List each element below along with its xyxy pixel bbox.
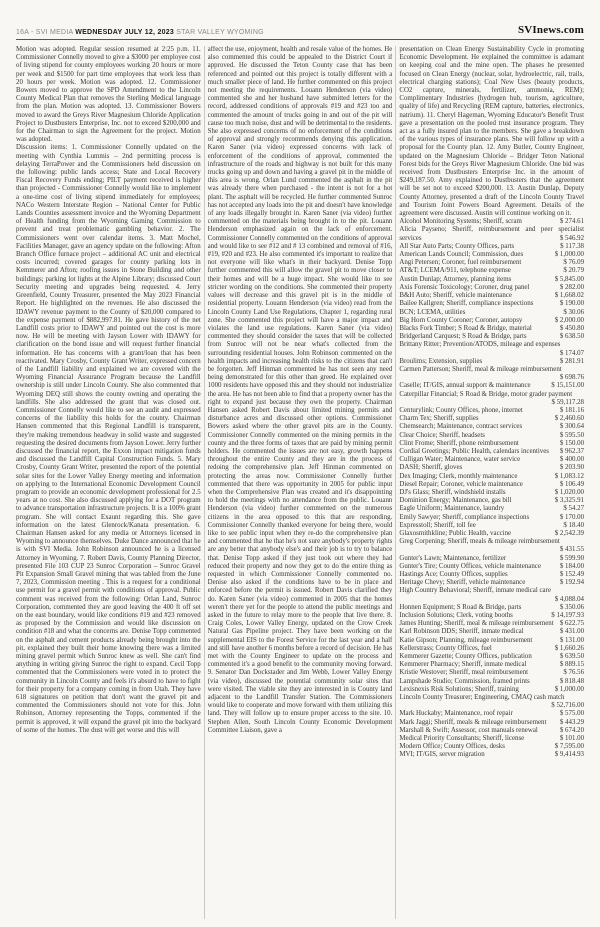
expense-row	[399, 276, 584, 284]
expense-payee: Mark Jaggi; Sheriff, meals & mileage reimbursement	[399, 718, 547, 726]
expense-payee: Blacks Fork Timber; S Road & Bridge, material	[399, 324, 532, 332]
expense-row	[399, 292, 584, 300]
expense-row	[399, 653, 584, 661]
expense-amount: $ 1,000.00	[554, 251, 585, 259]
expense-payee: Diesel Repair; Coroner, vehicle maintenance	[399, 480, 523, 488]
expense-row	[399, 267, 584, 275]
expense-row	[399, 620, 584, 628]
masthead-location: STAR VALLEY WYOMING	[176, 29, 264, 36]
expense-amount: $ 274.61	[559, 218, 585, 226]
expense-amount: $ 622.75	[559, 620, 585, 628]
expense-amount: $ 443.29	[559, 718, 585, 726]
expense-amount: $ 117.38	[560, 242, 585, 250]
expense-amount: $ 5,845.00	[554, 275, 585, 283]
expense-payee: Alcohol Monitoring Systems; Sheriff, scram	[399, 218, 522, 226]
expense-amount: $ 281.91	[559, 357, 585, 365]
expense-amount: $ 106.49	[559, 480, 585, 488]
expense-payee: Marshall & Swift; Assessor, cost manuals renewal	[399, 726, 538, 734]
expense-amount: $ 595.50	[559, 431, 585, 439]
expense-row	[399, 637, 584, 645]
expense-row	[399, 694, 584, 710]
expense-row	[399, 628, 584, 636]
expense-payee: Dominion Energy; Maintenance, gas bill	[399, 497, 512, 505]
expense-amount: $ 101.00	[559, 735, 585, 743]
expense-payee: High Country Behavioral; Sheriff, inmate medical care	[399, 587, 551, 595]
expense-list	[399, 218, 584, 759]
expense-row	[399, 358, 584, 366]
expense-row	[399, 497, 584, 505]
expense-payee: Modern Office; County Offices, desks	[399, 743, 505, 751]
expense-amount: $ 282.00	[559, 283, 585, 291]
expense-row	[399, 514, 584, 522]
expense-row	[399, 538, 584, 554]
masthead-info	[16, 29, 264, 36]
expense-payee: BCN; LCEMA, utilities	[399, 308, 466, 316]
paragraph: presentation on Clean Energy Sustainability Cycle in promoting Economic Development. He explained the committee is adamant on keeping coal and the mine open. The phases he presented focused on Clean Energy (nuclear, solar, hydroelectric, rail, trails, electrical charging stations); Coal New Uses (beauty products, CO2 capture, minerals, fertilizer, ammonia, REM); Complimentary Industries (hydrogen hub, tourism, agriculture, quality of life) and Recycling (REM capture, batteries, electronics, natrium). 11. Cheryl Hageman, Wyoming Educator's Benefit Trust gave a presentation on the pooled trust insurance program. They act as a fully insured plan to the members. She gave a breakdown of the various types of insurance plans. She will follow up with a proposal for the County plan. 12. Amy Butler, County Engineer, updated on the Magnesium Chloride – Bridger Teton National Forest bids for the Greys River Magnesium Chloride. One bid was received from Dustbusters Enterprise Inc. in the amount of $249,187.50. Amy explained to Dustbusters that the agreement will be set not to exceed $200,000. 13. Austin Dunlap, Deputy County Attorney, presented a draft of the Lincoln County Travel and Tourism Joint Powers Board Agreement. Details of the agreement were discussed. Austin will continue working on it.	[399, 46, 585, 218]
expense-payee: Dex Imaging; Clerk, monthly maintenance	[399, 472, 518, 480]
expense-row	[399, 555, 584, 563]
expense-row	[399, 226, 584, 242]
expense-payee: Austin Dunlap; Attorney, planning items	[399, 275, 512, 283]
expense-row	[399, 735, 584, 743]
expense-payee: Axis Forensic Toxicology; Coroner, drug panel	[399, 283, 530, 291]
expense-amount: $ 575.00	[559, 710, 585, 718]
expense-row	[399, 751, 584, 759]
expense-amount: $ 2,460.60	[554, 415, 585, 423]
expense-amount: $ 76.09	[563, 259, 585, 267]
expense-amount: $ 30.06	[563, 308, 585, 316]
paragraph: Motion was adopted. Regular session resumed at 2:25 p.m. 11. Commissioner Connelly moved to give a $3000 per employee cost of living stipend for county employees working 20 hours or more per week and $1500 for part time employees that work less than 20 hours per week. Motion was adopted. 12. Commissioner Bowers moved to approve the SPD Amendment to the Lincoln County Medical Plan that removes the Sterling Medical language from the plan. Motion was adopted. 13. Commissioner Bowers moved to award the Greys River Magnesium Chloride Application Project to Dustbusters Enterprise, Inc. not to exceed $200,000 and for the Chairman to sign the Agreement for the project. Motion was adopted.	[16, 46, 201, 144]
expense-amount: $ 300.64	[559, 423, 585, 431]
expense-row	[399, 678, 584, 686]
expense-payee: MVI; IT/GIS, server migration	[399, 751, 485, 759]
expense-amount: $ 639.50	[559, 653, 585, 661]
expense-row	[399, 448, 584, 456]
expense-amount: $ 14,197.93	[551, 612, 585, 620]
expense-row	[399, 382, 584, 390]
expense-payee: Caselle; IT/GIS, annual support & maintenance	[399, 382, 531, 390]
expense-amount: $ 190.00	[559, 300, 585, 308]
expense-amount: $ 1,000.00	[554, 685, 585, 693]
expense-row	[399, 259, 584, 267]
expense-payee: Cordial Greetings; Public Health, calendars incentives	[399, 447, 549, 455]
expense-payee: Big Horn County Coroner; Coroner, autopsy	[399, 316, 523, 324]
expense-amount: $ 150.00	[559, 439, 585, 447]
expense-payee: Medical Priority Consultants; Sheriff, license	[399, 735, 525, 743]
expense-amount: $ 350.06	[559, 603, 585, 611]
expense-payee: Gunter's Lawn; Maintenance, fertilizer	[399, 554, 507, 562]
expense-payee: DASH; Sheriff, gloves	[399, 464, 463, 472]
expense-amount: $ 546.92	[559, 234, 585, 242]
expense-payee: Emily Sawyer; Sheriff, compliance inspections	[399, 513, 530, 521]
column-3-text	[399, 46, 584, 218]
expense-amount: $ 450.80	[559, 324, 585, 332]
expense-payee: Kemmerer Gazette; County Offices, publication	[399, 653, 532, 661]
expense-payee: Charm Tex; Sheriff, supplies	[399, 415, 479, 423]
expense-payee: Honnen Equipment; S Road & Bridge, parts	[399, 603, 522, 611]
expense-payee: Gunter's Tire; County Offices, vehicle maintenance	[399, 562, 541, 570]
expense-row	[399, 464, 584, 472]
expense-amount: $ 20.79	[563, 267, 585, 275]
expense-amount: $ 962.37	[559, 447, 585, 455]
expense-row	[399, 645, 584, 653]
expense-row	[399, 300, 584, 308]
expense-row	[399, 579, 584, 587]
expense-amount: $ 599.90	[559, 554, 585, 562]
expense-payee: Karl Robinson DDS; Sheriff, inmate medical	[399, 628, 524, 636]
expense-amount: $ 674.20	[559, 726, 585, 734]
expense-payee: Clint Frome; Sheriff, phone reimbursement	[399, 439, 519, 447]
expense-payee: Angi Petersen; Coroner, fuel reimbursement	[399, 259, 522, 267]
expense-payee: Kemmerer Pharmacy; Sheriff, inmate medical	[399, 661, 527, 669]
expense-row	[399, 710, 584, 718]
expense-amount: $ 7,595.00	[554, 743, 585, 751]
expense-amount: $ 1,660.26	[554, 644, 585, 652]
expense-row	[399, 218, 584, 226]
expense-row	[399, 284, 584, 292]
website-label: SVInews.com	[517, 24, 584, 36]
column-divider	[204, 46, 205, 919]
expense-amount: $ 431.55	[559, 546, 585, 554]
expense-row	[399, 243, 584, 251]
expense-row	[399, 743, 584, 751]
expense-payee: American Lands Council; Commission, dues	[399, 251, 524, 259]
expense-amount: $ 1,668.02	[554, 292, 585, 300]
expense-row	[399, 686, 584, 694]
expense-row	[399, 473, 584, 481]
expense-amount: $ 181.16	[559, 406, 585, 414]
expense-row	[399, 423, 584, 431]
expense-amount: $ 76.56	[563, 669, 585, 677]
expense-row	[399, 432, 584, 440]
paragraph: affect the use, enjoyment, health and resale value of the homes. He also commented this could be appealed to the District Court if approved. He discussed the Teton County case that has been referenced and pointed out this project is totally different with a much smaller piece of land. He further commented on this project not meeting the requirements. Louann Henderson (via video) commented she and her husband have submitted letters for the record, addressed conditions of approvals #19 and #23 too and commented the amount of trucks going in and out of the pit will cause too much noise, dust and will be detrimental to the residents. She also expressed concerns of no enforcement of the conditions of approval and strongly recommends denying this application. Karen Saner (via video) expressed concerns with lack of enforcement of the conditions of approval, commented the infrastructure of the roads and highway is not built for this many trucks going up and down and having a gravel pit in the middle of this area is wrong. Orlan Lund commented the asphalt in the pit was already there when purchased - the intent is not for a hot plant. The asphalt will be recycled. He further commented Sunroc has not accepted any loads into the pit and doesn't have knowledge of any loads illegally brought in. Karen Saner (via video) further commented on the materials being brought in to the pit. Louann Henderson emphasized again on the lack of enforcement. Commissioner Connelly commented on the conditions of approval and would like to see #12 and # 13 combined and removal of #16, #19, #20 and #23. He also commented it's important to realize that not everyone will like what's in their backyard. Denise Topp further commented this will allow the gravel pit to move closer to their homes and will be a huge impact. She would like to see stricter wording on the conditions. She commented their property values will decrease and this gravel pit is in the middle of residential property. Louann Henderson (via video) read from the Lincoln County Land Use Regulations, Chapter 1, regarding rural zone. She commented this project will have a major impact and violates the land use regulations. Karen Saner (via video) commented they should consider the taxes that will be collected from Sunroc will not be near what's collected from the surrounding residential houses. John Robinson commented on the health impacts and increasing health risks to the citizens that can't be forgotten. Jeff Hinman commented he has not seen any need being demonstrated for this other than greed. He explained over 1000 residents have opposed this and they should not industrialize the area. He has not been able to find that a property owner has the right to expand just because they own the property. Chairman Hansen asked Robert Davis about limited mining permits and disturbance acres and discussed other options. Commissioner Bowers asked where the other gravel pits are in the County. Commissioner Connelly commented on the mining permits in the county and the three forms of taxes that are paid by mining permit holders. He commented the issues are not easy, growth happens throughout the entire County and they are in the process of redoing the comprehensive plan. Jeff Hinman commented on protecting the areas now. Commissioner Connelly further commented that there was opportunity in 2005 for public input when the Comprehensive Plan was created and it's disappointing to hold the meetings with no attendance from the public. Louann Henderson (via video) further commented on the numerous citizens in the area opposed to this that are responding. Commissioner Connelly thanked everyone for being there, would like to see public input when they re-do the comprehensive plan and commented that he that he's not sure anybody's property rights are any better that anybody else's and their job is to try to balance that. Denise Topp asked if they just took out where they had reduced their property and now they get to do the entire thing as requested in which Commissioner Connelly commented no. Denise also asked if the conditions have to be in place and enforced before the permit is issued. Robert Davis clarified they do. Karen Saner (via video) commented in 2005 that the homes weren't there yet for the people to attend the public meetings and asked in the future to relay more to the people that live there. 8. Craig Coles, Lower Valley Energy, updated on the Crow Creek Natural Gas Pipeline project. They have been working on the supplemental EIS to the Forest Service for the last year and a half and still have another 6 months before a record of decision. He has met with the County Engineer to update on the process and commented it's a good benefit to the community moving forward. 9. Senator Dan Dockstader and Jim Webb, Lower Valley Energy (via video), discussed the potential community solar sites that were visited. The viable site they are interested in is County land adjacent to the Landfill Transfer Station. The Commissioners would like to cooperate and move forward with them utilizing this land. They will follow up to ensure proper access to the site. 10. Stephen Allen, South Lincoln County Economic Development Committee Liaison, gave a	[207, 46, 393, 734]
expense-row	[399, 366, 584, 382]
expense-payee: Glaxosmithkline; Public Health, vaccine	[399, 529, 512, 537]
expense-amount: $ 170.00	[559, 513, 585, 521]
column-divider	[395, 46, 396, 919]
expense-amount: $ 203.90	[559, 464, 585, 472]
expense-payee: Lampshade Studio; Commission, framed prints	[399, 677, 530, 685]
expense-row	[399, 317, 584, 325]
expense-row	[399, 612, 584, 620]
expense-row	[399, 456, 584, 464]
expense-amount: $ 184.00	[559, 562, 585, 570]
expense-row	[399, 391, 584, 407]
expense-amount: $ 431.00	[559, 628, 585, 636]
expense-payee: Lexisnexis Risk Solutions; Sheriff, training	[399, 685, 519, 693]
expense-amount: $ 9,414.93	[554, 751, 585, 759]
expense-row	[399, 489, 584, 497]
page-edition-label: 16A - SVI MEDIA	[16, 29, 74, 36]
expense-payee: Hastings Ace; County Offices, supplies	[399, 571, 508, 578]
expense-payee: Katie Gipson; Planning, mileage reimbursement	[399, 636, 533, 644]
expense-amount: $ 400.00	[559, 456, 585, 464]
expense-row	[399, 587, 584, 603]
expense-payee: Kristie Westover; Sheriff, meal reimbursement	[399, 669, 529, 677]
expense-payee: Broulims; Extension, supplies	[399, 357, 483, 365]
expense-payee: Inclusion Solutions; Clerk, voting booths	[399, 612, 513, 620]
expense-payee: Caterpillar Financial; S Road & Bridge, motor grader payment	[399, 390, 573, 398]
expense-payee: Bridgerland Carquest; S Road & Bridge, parts	[399, 333, 527, 341]
expense-payee: B&H Auto; Sheriff, vehicle maintenance	[399, 292, 512, 300]
expense-amount: $ 59,117.28	[551, 398, 585, 406]
expense-amount: $ 2,000.00	[554, 316, 585, 324]
expense-amount: $ 152.49	[559, 571, 585, 578]
expense-amount: $ 2,542.39	[554, 529, 585, 537]
column-1	[16, 46, 201, 919]
expense-row	[399, 333, 584, 341]
expense-row	[399, 505, 584, 513]
article-columns	[16, 46, 584, 919]
expense-amount: $ 1,020.00	[554, 488, 585, 496]
expense-payee: Bailee Kallgren; Sheriff, compliance inspections	[399, 300, 534, 308]
expense-payee: DJ's Glass; Sheriff, windshield installs	[399, 488, 506, 496]
expense-amount: $ 1,083.12	[554, 472, 585, 480]
expense-row	[399, 719, 584, 727]
expense-payee: Heritage Chevy; Sheriff, vehicle maintenance	[399, 579, 526, 587]
expense-row	[399, 341, 584, 357]
expense-row	[399, 325, 584, 333]
expense-amount: $ 698.76	[559, 374, 585, 382]
expense-row	[399, 727, 584, 735]
expense-amount: $ 54.27	[563, 505, 585, 513]
expense-payee: Chemsearch; Maintenance, contract services	[399, 423, 523, 431]
expense-row	[399, 661, 584, 669]
expense-payee: Expresstoll; Sheriff, toll fee	[399, 521, 476, 529]
column-3	[399, 46, 584, 919]
issue-date: WEDNESDAY JULY 12, 2023	[75, 29, 175, 36]
expense-row	[399, 481, 584, 489]
expense-payee: Kellerstrass; County Offices, fuel	[399, 644, 492, 652]
expense-amount: $ 52,716.00	[551, 702, 585, 710]
expense-payee: Alicia Payseno; Sheriff, reimbursement and peer specialist services	[399, 226, 585, 242]
expense-payee: All Star Auto Parts; County Offices, parts	[399, 242, 515, 250]
expense-amount: $ 818.48	[559, 677, 585, 685]
expense-row	[399, 251, 584, 259]
expense-amount: $ 4,088.04	[554, 595, 585, 603]
expense-payee: Brittany Ritter; Prevention/ATODS, mileage and expenses	[399, 341, 561, 349]
expense-row	[399, 571, 584, 579]
expense-row	[399, 309, 584, 317]
expense-amount: $ 15,151.00	[551, 382, 585, 390]
expense-amount: $ 3,325.91	[554, 497, 585, 505]
expense-row	[399, 604, 584, 612]
expense-row	[399, 530, 584, 538]
expense-amount: $ 131.00	[559, 636, 585, 644]
expense-row	[399, 415, 584, 423]
expense-amount: $ 192.94	[559, 579, 585, 587]
expense-amount: $ 174.07	[559, 349, 585, 357]
expense-payee: Eagle Uniform; Maintenance, laundry	[399, 505, 505, 513]
expense-row	[399, 440, 584, 448]
expense-row	[399, 407, 584, 415]
expense-payee: Mark Huckaby; Maintenance, roof repair	[399, 710, 513, 718]
expense-amount: $ 638.50	[559, 333, 585, 341]
column-2	[208, 46, 393, 919]
expense-payee: Clear Choice; Sheriff, headsets	[399, 431, 485, 439]
expense-row	[399, 563, 584, 571]
expense-payee: Carmen Patterson; Sheriff, meal & mileage reimbursement	[399, 365, 562, 373]
expense-row	[399, 669, 584, 677]
expense-row	[399, 522, 584, 530]
masthead	[16, 24, 584, 40]
expense-payee: AT&T; LCEMA/911, telephone expense	[399, 267, 511, 275]
expense-payee: Greg Corpening; Sheriff, meals & mileage reimbursement	[399, 538, 560, 546]
expense-payee: Lincoln County Treasurer; Engineering, CMAQ cash match	[399, 694, 565, 702]
expense-payee: James Hunting; Sheriff, meal & mileage reimbursement	[399, 620, 554, 628]
paragraph: Discussion items: 1. Commissioner Connelly updated on the meeting with Cynthia Lummis – 2nd permitting process is delaying TerraPower and the Commissioners held discussion on the following: public lands access; State and Local Recovery Fiscal Recovery Funds ending; PILT payment received is higher than projected - Commissioner Connelly would like to implement a one-time cost of living stipend immediately for employees; NACo Western Interstate Region – National Center for Public Lands Counties assessment invoice and the Wyoming Department of Health funding from the Wyoming Gaming Commission to prevent and treat problematic gambling behavior. 2. The Commissioners went over calendar items. 3. Matt Mochel, Facilities Manager, gave an agency update on the following: Afton Branch Office furnace project – additional AC unit and electrical costs incurred; covered garages for county parking lots in Kemmerer and Afton; roofing issues in Stone Building and other buildings; parking lot lights at the Alpine Library; discussed Court Security meeting and upgrades being requested. 4. Jerry Greenfield, County Treasurer, presented the May 2023 Financial Report. He highlighted on the revenues. He also discussed the IDAWY revenue payment to the County of $20,000 compared to the expense payment of $882,997.81. He gave history of the net Landfill costs prior to IDAWY and pointed out the cost is more now. He will be meeting with Jayson Lower with IDAWY for clarification on the bond issue and will request further financial information. He has concerns with a grant/loan that has been reactivated. Mary Crosby, County Grant Writer, expressed concern of the Landfill liability and explained we are covered with the Wyoming Financial Assurance Program because the Landfill ownership is still under Lincoln County. She also commented that Wyoming DEQ still shows the county owning and operating the landfills. She also addressed the grant that was closed out. Commissioner Connelly would like to see an audit and expressed concerns of the liability this holds for the county. Chairman Hansen commented that this Regional Landfill is transparent, they're making tremendous headway in solid waste and suggested requesting the desired documents from Jayson Lower. Jerry further discussed the financial report, the Exxon impact mitigation funds and discussed the Landfill Capital Construction Funds. 5. Mary Crosby, County Grant Writer, presented the report of the potential solar sites for the Lower Valley Energy meeting and information on applying to the International Economic Development Council program to provide an economic development professional for 2.5 years at no cost. She also discussed applying for a DOT program to advance transportation infrastructure projects. It is a 100% grant program. She will contact Exaunt regarding this. She gave information on the latest Glenrock/Kanata presentation. 6. Chairman Hansen asked for any media or Attorneys licensed in Wyoming to announce themselves. Duke Dance announced that he is with SVI Media. John Robinson announced he is a licensed Attorney in Wyoming. 7. Robert Davis, County Planning Director, presented File 103 CUP 23 Sunroc Corporation – Sunroc Gravel Pit Expansion Small Gravel mining that was tabled from the June 7, 2023, Commission meeting . This is a request for a conditional use permit for a gravel permit with conditions of approval. Public comment was received from the following: Orlan Land, Sunroc Corporation, commented they are good leaving the 400 ft off set on the east boundary, would like conditions #19 and #23 removed as proposed by the Commission and would like discussion on condition #18 and what the concerns are. Denise Topp commented on the asphalt and cement products already being brought into the pit, explained they built their home knowing there was a limited mining gravel permit which Sunroc knew as well. She can't find anything in writing giving Sunroc the right to expand. Cecil Topp commented that the Commissioners were voted in to protect the community in Lincoln County and feels it's absurd to have to fight for their property for a company coming in from Utah. They have 618 signatures on petition that don't want the gravel pit and commented the Commissioners should not vote for this. John Robinson, Attorney representing the Topps, commented if the permit is approved, it will expand the gravel pit into the backyard of some of the homes. The dust will get worse and this will	[16, 144, 201, 734]
expense-payee: Centurylink; County Offices, phone, internet	[399, 406, 523, 414]
expense-amount: $ 18.40	[563, 521, 585, 529]
expense-amount: $ 889.15	[559, 661, 585, 669]
expense-payee: Culligan Water; Maintenance, water service	[399, 456, 521, 464]
